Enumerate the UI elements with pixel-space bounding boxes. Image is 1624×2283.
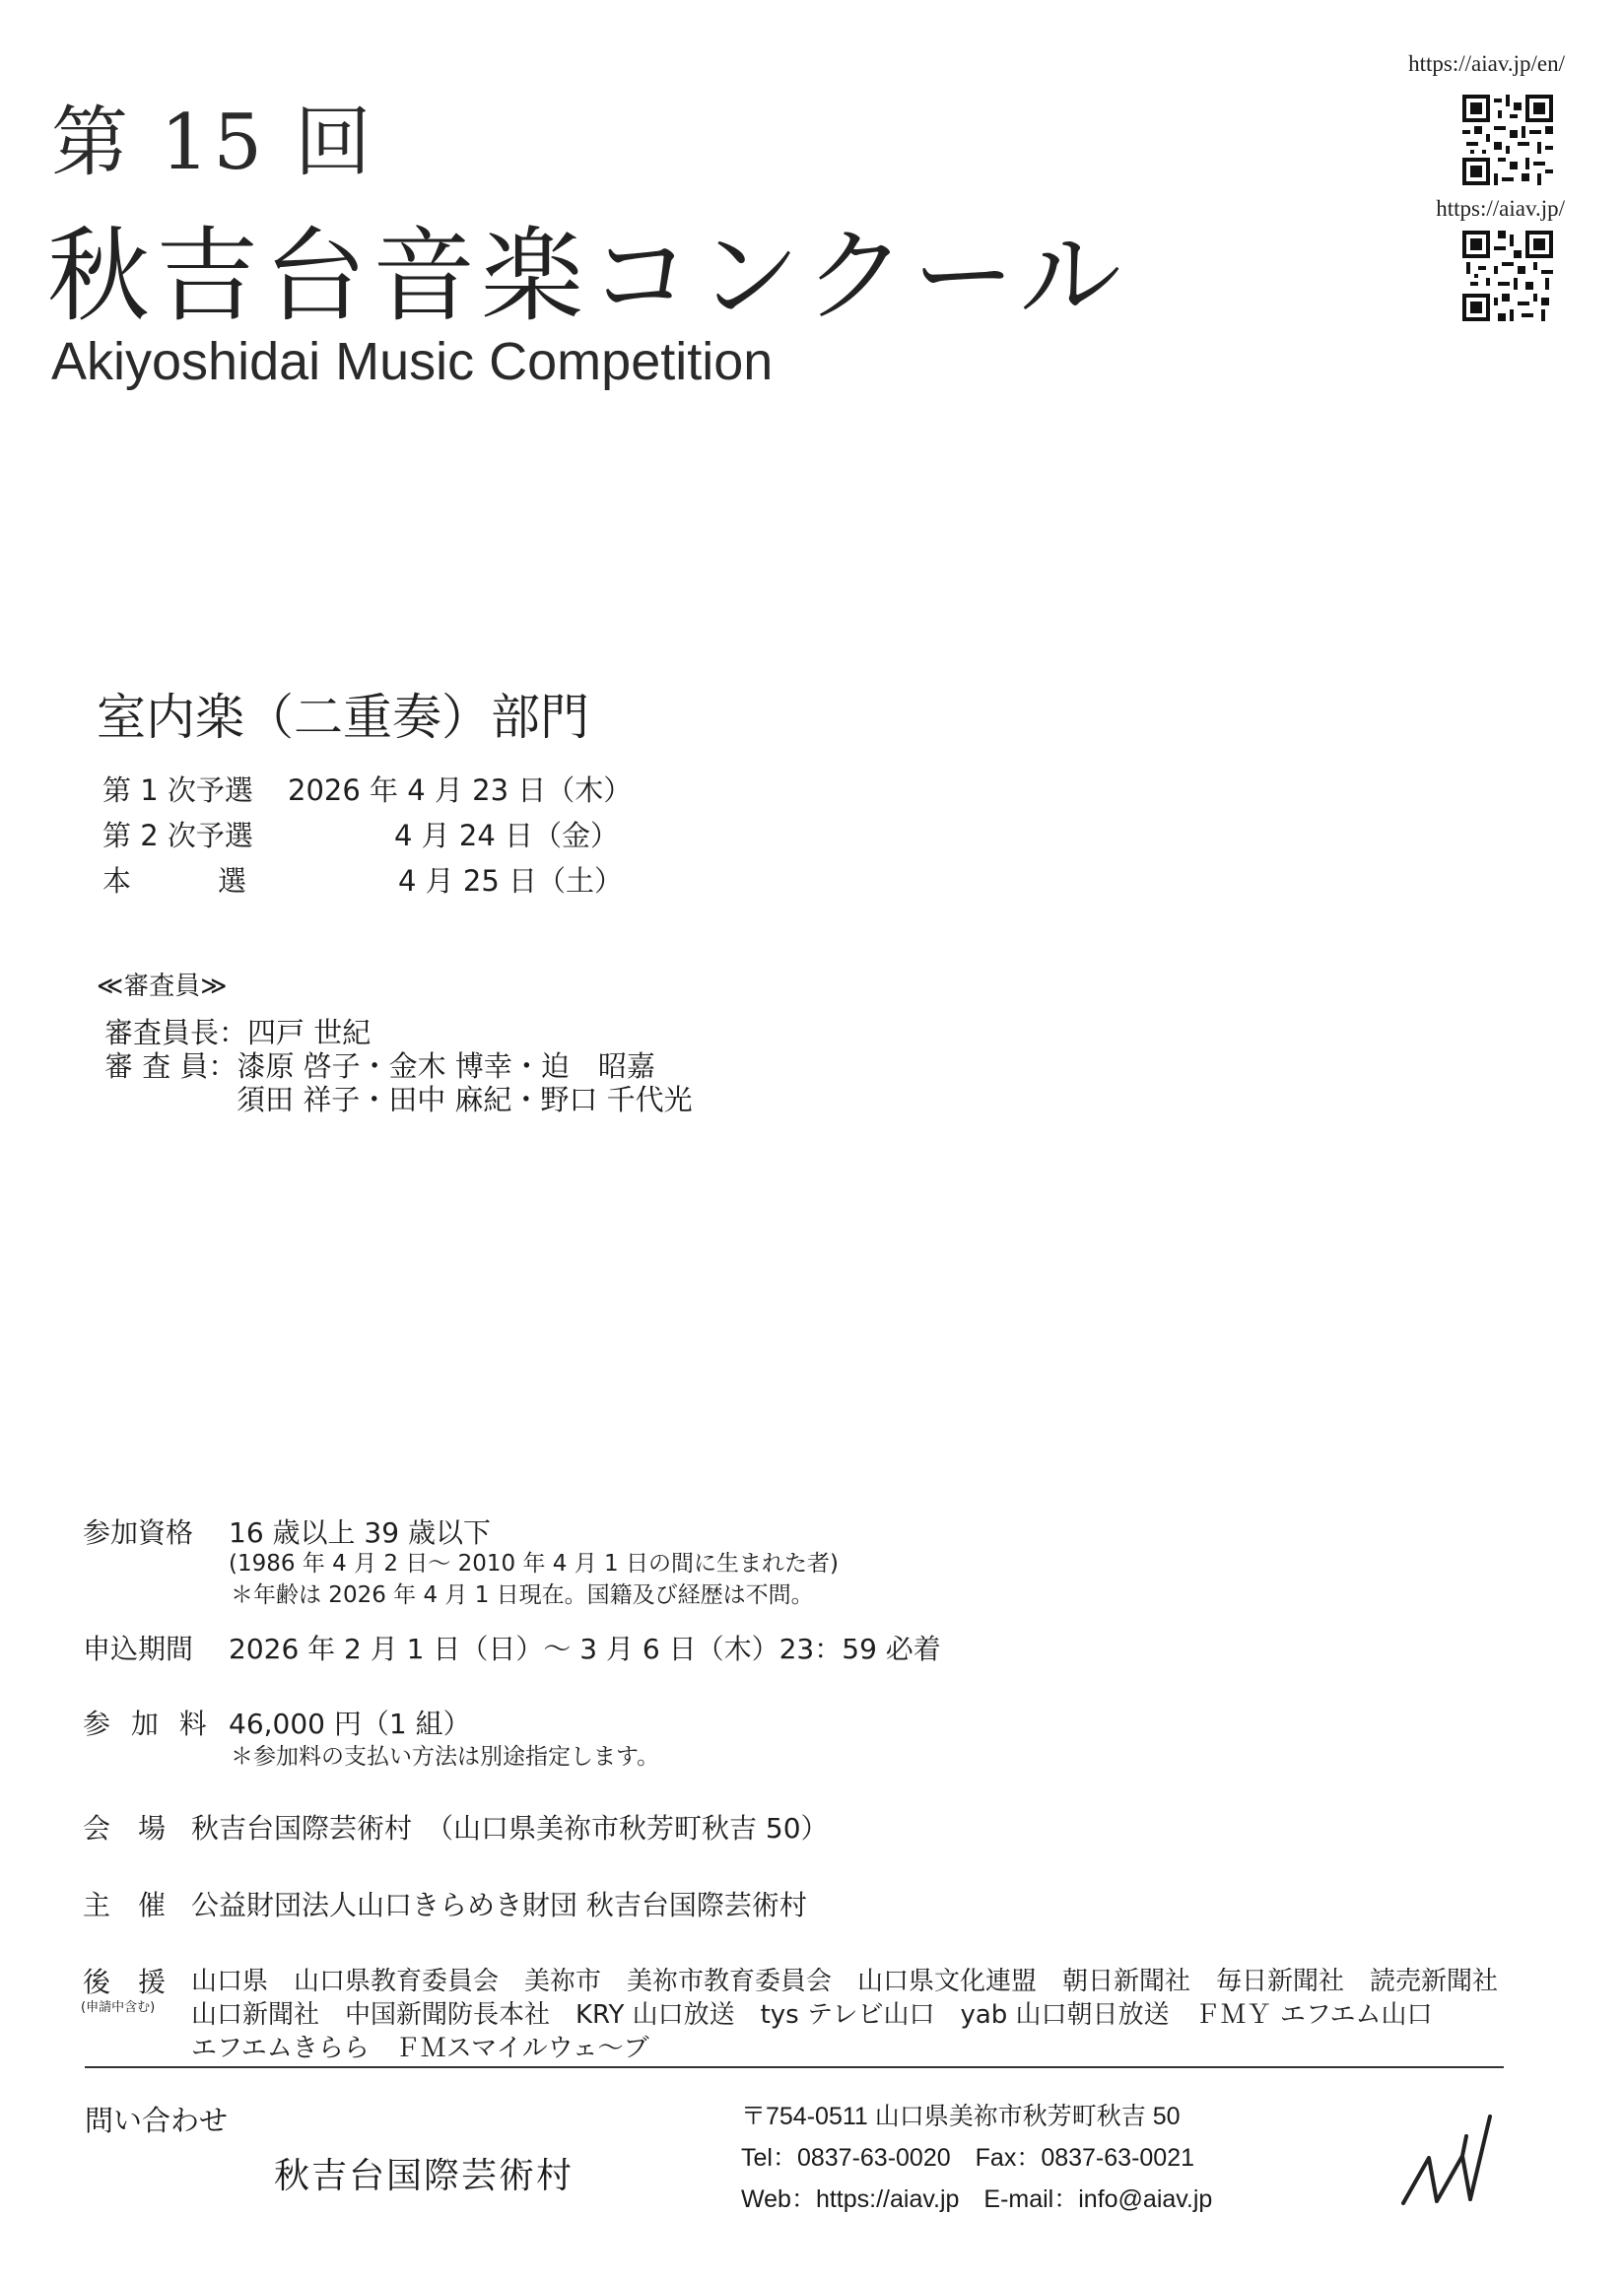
jury-chair-name: 四戸 世紀 xyxy=(247,1016,372,1049)
schedule-label: 第 2 次予選 xyxy=(102,819,253,852)
akiyoshidai-logo-icon xyxy=(1397,2097,1504,2207)
fee-label: 参 加 料 xyxy=(83,1708,213,1740)
eligibility-age: 16 歳以上 39 歳以下 xyxy=(229,1516,491,1549)
division-title: 室内楽（二重奏）部門 xyxy=(97,689,589,746)
support-line3: エフエムきらら ＦＭスマイルウェ～ブ xyxy=(191,2034,649,2063)
schedule-row-final-round xyxy=(102,859,694,899)
organizer-label: 主 催 xyxy=(83,1889,167,1921)
title-japanese: 秋吉台音楽コンクール xyxy=(47,216,1127,336)
fee-amount: 46,000 円（1 組） xyxy=(229,1708,471,1740)
venue-label: 会 場 xyxy=(83,1812,167,1845)
application-period-label: 申込期間 xyxy=(83,1633,194,1665)
support-note: (申請中含む) xyxy=(81,2000,156,2015)
url-japanese-site[interactable]: https://aiav.jp/ xyxy=(1436,196,1565,221)
qr-code-japanese-icon[interactable] xyxy=(1462,231,1553,321)
jury-members-label: 審 査 員： xyxy=(104,1049,237,1083)
schedule-row-first-round xyxy=(102,769,694,808)
jury-chair-label: 審査員長： xyxy=(104,1016,248,1049)
title-english: Akiyoshidai Music Competition xyxy=(51,332,774,391)
support-line2: 山口新聞社 中国新聞防長本社 KRY 山口放送 tys テレビ山口 yab 山口朝日放送 ＦＭＹ エフエム山口 xyxy=(191,2000,1433,2030)
jury-heading: ≪審査員≫ xyxy=(97,972,228,1001)
schedule-label: 第 1 次予選 xyxy=(102,773,253,807)
eligibility-label: 参加資格 xyxy=(83,1516,194,1549)
edition-number: 第 15 回 xyxy=(51,99,375,187)
eligibility-note: ＊年齢は 2026 年 4 月 1 日現在。国籍及び経歴は不問。 xyxy=(231,1582,814,1608)
contact-phone-fax: Tel：0837-63-0020 Fax：0837-63-0021 xyxy=(741,2144,1195,2172)
jury-members-line2: 須田 祥子・田中 麻紀・野口 千代光 xyxy=(237,1083,693,1116)
url-english-site[interactable]: https://aiav.jp/en/ xyxy=(1408,51,1565,76)
support-label: 後 援 xyxy=(83,1966,167,1998)
fee-note: ＊参加料の支払い方法は別途指定します。 xyxy=(231,1744,660,1770)
contact-web-email[interactable]: Web：https://aiav.jp E-mail：info@aiav.jp xyxy=(741,2185,1213,2213)
divider xyxy=(85,2066,1504,2068)
schedule-date: 4 月 24 日（金） xyxy=(394,819,620,852)
application-period: 2026 年 2 月 1 日（日）～ 3 月 6 日（木）23：59 必着 xyxy=(229,1633,941,1665)
schedule-row-second-round xyxy=(102,814,694,853)
qr-code-english-icon[interactable] xyxy=(1462,95,1553,185)
schedule-date: 2026 年 4 月 23 日（木） xyxy=(288,773,633,807)
contact-organization: 秋吉台国際芸術村 xyxy=(274,2156,575,2196)
jury-members-line1: 漆原 啓子・金木 博幸・迫 昭嘉 xyxy=(237,1049,655,1083)
support-line1: 山口県 山口県教育委員会 美祢市 美祢市教育委員会 山口県文化連盟 朝日新聞社 毎日新聞社 読売新聞社 xyxy=(191,1967,1499,1996)
contact-heading: 問い合わせ xyxy=(85,2104,229,2137)
venue: 秋吉台国際芸術村 （山口県美祢市秋芳町秋吉 50） xyxy=(191,1812,829,1845)
contact-address: 〒754-0511 山口県美祢市秋芳町秋吉 50 xyxy=(741,2103,1181,2130)
schedule-date: 4 月 25 日（土） xyxy=(398,864,624,898)
eligibility-birth-range: (1986 年 4 月 2 日～ 2010 年 4 月 1 日の間に生まれた者) xyxy=(229,1551,839,1577)
organizer: 公益財団法人山口きらめき財団 秋吉台国際芸術村 xyxy=(191,1889,807,1921)
schedule-label: 本 選 xyxy=(102,864,257,898)
